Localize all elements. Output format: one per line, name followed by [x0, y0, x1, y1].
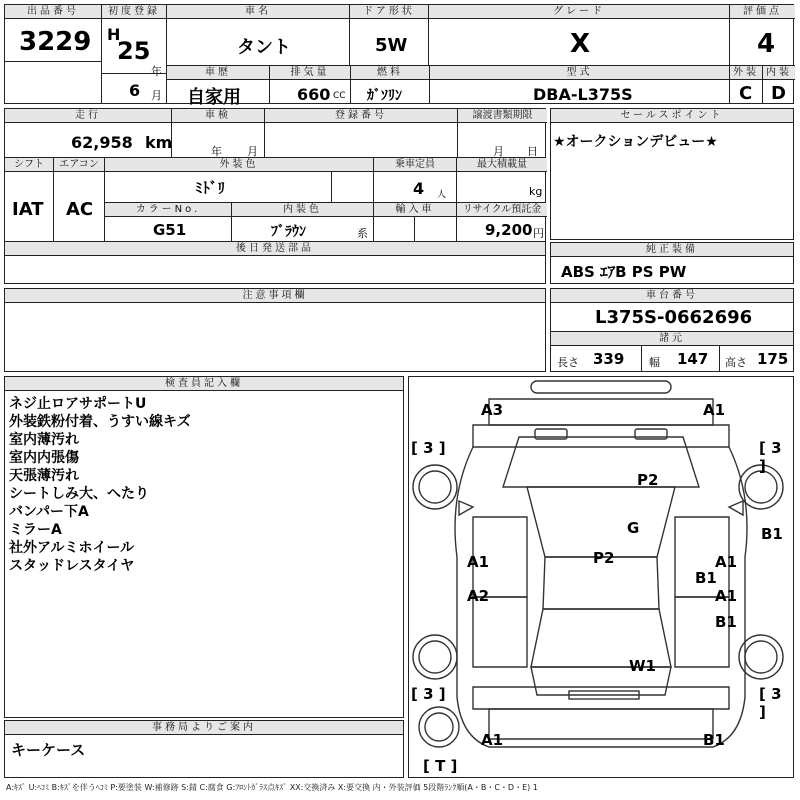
inspect-year: 年	[211, 145, 222, 158]
inspector-line: スタッドレスタイヤ	[9, 558, 135, 574]
damage-mark: G	[627, 519, 640, 537]
history-label: 車歴	[167, 66, 269, 80]
inspect-month: 月	[247, 145, 258, 158]
sales-text: ★オークションデビュー★	[553, 134, 718, 150]
capacity-unit: 人	[437, 190, 447, 200]
damage-mark: [ 3 ]	[759, 439, 782, 475]
mileage-label: 走行	[5, 109, 171, 123]
disp-unit: CC	[333, 91, 346, 101]
car-diagram	[408, 376, 794, 778]
equipment-block	[550, 242, 794, 284]
recycle-label: リサイクル預託金	[457, 203, 547, 217]
ext-color: ﾐﾄﾞﾘ	[195, 179, 226, 197]
inspector-line: 社外アルミホイール	[9, 540, 135, 556]
damage-mark: [ 3 ]	[411, 685, 446, 703]
shift-label: シフト	[5, 158, 53, 172]
office-label: 事務局よりご案内	[5, 721, 403, 735]
inspector-block	[4, 376, 404, 718]
reg-month-unit: 月	[151, 89, 162, 102]
car-name: タント	[237, 37, 291, 58]
name-label: 車名	[167, 5, 349, 19]
score: 4	[757, 29, 776, 59]
caution-block	[4, 288, 546, 372]
equip-label: 純正装備	[551, 243, 793, 257]
width: 147	[677, 350, 709, 368]
car-outline	[409, 377, 793, 777]
header-block	[4, 4, 794, 108]
damage-mark: A2	[467, 587, 490, 605]
damage-mark: P2	[593, 549, 615, 567]
inspect-label: 車検	[172, 109, 264, 123]
color-label: 外装色	[105, 158, 373, 172]
reg-month: 6	[129, 81, 141, 100]
chassis-number: L375S-0662696	[595, 307, 753, 328]
lot-number: 3229	[19, 27, 92, 57]
inspector-notes	[9, 395, 191, 575]
caution-label: 注意事項欄	[5, 289, 545, 303]
displacement: 660	[297, 85, 331, 104]
office-block	[4, 720, 404, 778]
height: 175	[757, 350, 789, 368]
lot-label: 出品番号	[5, 5, 101, 19]
damage-mark: [ T ]	[423, 757, 458, 775]
mileage: 62,958	[71, 133, 133, 152]
damage-mark: A1	[715, 587, 738, 605]
damage-mark: [ 3 ]	[411, 439, 446, 457]
reg-label: 初度登録	[102, 5, 166, 19]
reg-era: H	[107, 25, 121, 44]
shift: IAT	[12, 199, 44, 220]
chassis-block	[550, 288, 794, 372]
damage-mark: A1	[467, 553, 490, 571]
damage-mark: B1	[703, 731, 725, 749]
transfer-label: 譲渡書類期限	[458, 109, 547, 123]
capacity-label: 乗車定員	[374, 158, 456, 172]
recycle-unit: 円	[533, 227, 544, 240]
length: 339	[593, 350, 625, 368]
damage-mark: P2	[637, 471, 659, 489]
inspector-line: 外装鉄粉付着、うすい線キズ	[9, 414, 191, 430]
inspector-line: 室内内張傷	[9, 450, 79, 466]
sales-point-block	[550, 108, 794, 240]
equipment: ABS ｴｱB PS PW	[561, 263, 687, 281]
ac: AC	[66, 199, 94, 220]
color-no: G51	[153, 221, 187, 239]
width-label: 幅	[649, 356, 660, 369]
inspector-line: 天張薄汚れ	[9, 468, 79, 484]
recycle: 9,200	[485, 221, 533, 239]
history: 自家用	[187, 87, 241, 108]
inspector-line: シートしみ大、へたり	[9, 486, 149, 502]
damage-mark: A3	[481, 401, 504, 419]
length-label: 長さ	[557, 356, 579, 369]
chassis-label: 車台番号	[551, 289, 793, 303]
score-label: 評価点	[730, 5, 795, 19]
damage-mark: A1	[715, 553, 738, 571]
ext-grade: C	[739, 83, 753, 104]
transfer-day: 日	[527, 145, 538, 158]
dims-label: 諸元	[551, 332, 793, 346]
inspector-line: ミラーA	[9, 522, 62, 538]
model-label: 型式	[430, 66, 729, 80]
regno-label: 登録番号	[265, 109, 457, 123]
colorno-label: カラーNo.	[105, 203, 231, 217]
ac-label: エアコン	[54, 158, 104, 172]
intcolor-label: 内装色	[232, 203, 373, 217]
int-grade: D	[771, 83, 786, 104]
int-label: 内装	[763, 66, 795, 80]
ext-label: 外装	[730, 66, 762, 80]
damage-mark: [ 3 ]	[759, 685, 782, 721]
fuel: ｶﾞｿﾘﾝ	[367, 88, 402, 104]
details-block	[4, 108, 546, 284]
disp-label: 排気量	[270, 66, 350, 80]
import-label: 輸入車	[374, 203, 456, 217]
damage-mark: B1	[715, 613, 737, 631]
inspector-line: バンパー下A	[9, 504, 89, 520]
capacity: 4	[413, 179, 425, 198]
damage-mark: A1	[481, 731, 504, 749]
damage-mark: W1	[629, 657, 656, 675]
grade-label: グレード	[429, 5, 729, 19]
inspector-label: 検査員記入欄	[5, 377, 403, 391]
inspector-line: ネジ止ロアサポートU	[9, 396, 147, 412]
mileage-unit: km	[145, 133, 173, 152]
office-text: キーケース	[11, 741, 86, 759]
height-label: 高さ	[725, 356, 747, 369]
inspector-line: 室内薄汚れ	[9, 432, 79, 448]
grade: X	[570, 29, 591, 59]
transfer-month: 月	[493, 145, 504, 158]
model: DBA-L375S	[533, 85, 633, 104]
load-label: 最大積載量	[457, 158, 547, 172]
reg-year: 25	[117, 37, 151, 65]
int-color-suffix: 系	[357, 227, 368, 240]
later-parts-label: 後日発送部品	[5, 242, 545, 256]
door-label: ドア形状	[350, 5, 428, 19]
fuel-label: 燃料	[351, 66, 429, 80]
int-color: ﾌﾞﾗｳﾝ	[271, 224, 306, 240]
damage-mark: B1	[761, 525, 783, 543]
sales-label: セールスポイント	[551, 109, 793, 123]
damage-mark: A1	[703, 401, 726, 419]
door-type: 5W	[375, 35, 408, 56]
load-unit: kg	[529, 185, 543, 198]
damage-mark: B1	[695, 569, 717, 587]
legend: A:ｷｽﾞ U:ﾍｺﾐ B:ｷｽﾞを伴うﾍｺﾐ P:要塗装 W:補修跡 S:錆 C:腐食 G:ﾌﾛﾝﾄｶﾞﾗｽ点ｷｽﾞ XX:交換済み X:要交換 内・外装評価 5段階ﾗﾝｸ順(A・B・C・D・E) 1	[6, 783, 538, 792]
reg-year-unit: 年	[151, 65, 162, 78]
